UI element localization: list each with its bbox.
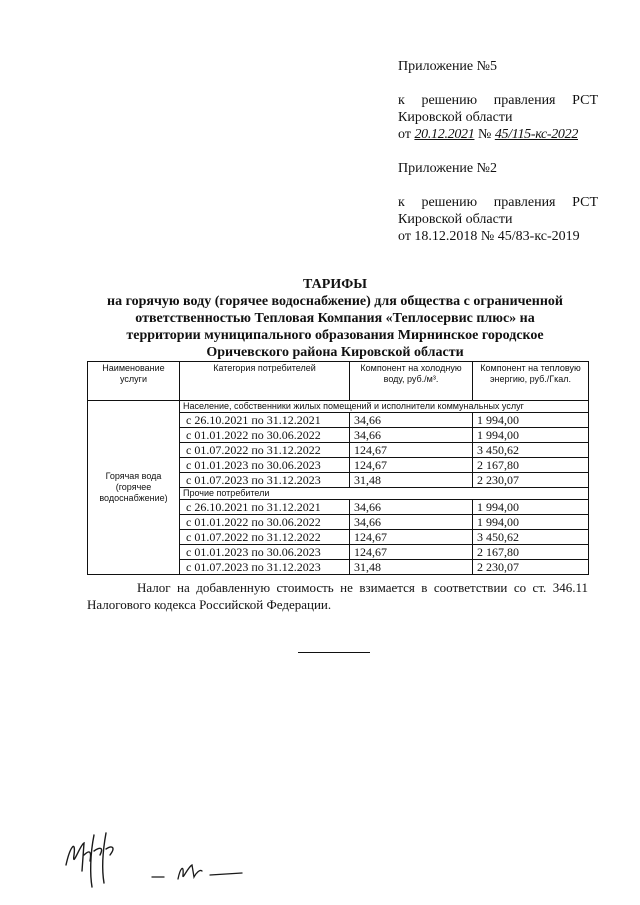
cold-value-cell: 34,66: [350, 413, 473, 428]
period-cell: с 01.07.2022 по 31.12.2022: [180, 443, 350, 458]
header-category: Категория потребителей: [180, 362, 350, 401]
period-cell: с 01.07.2023 по 31.12.2023: [180, 560, 350, 575]
period-cell: с 01.07.2023 по 31.12.2023: [180, 473, 350, 488]
appendix-5-date-prefix: от: [398, 127, 411, 142]
period-cell: с 01.07.2022 по 31.12.2022: [180, 530, 350, 545]
heading-line2: ответственностью Тепловая Компания «Теплосервис плюс» на: [135, 311, 535, 326]
heading-main: ТАРИФЫ: [303, 277, 367, 292]
appendix-5-line1: к решению правления РСТ: [398, 93, 598, 108]
cold-value-cell: 34,66: [350, 500, 473, 515]
group-label: Прочие потребители: [180, 488, 589, 500]
appendix-5-date-line: [398, 126, 598, 143]
appendix-5-number-sign: №: [477, 127, 492, 142]
heat-value-cell: 3 450,62: [473, 443, 589, 458]
period-cell: с 01.01.2022 по 30.06.2022: [180, 428, 350, 443]
table-header-row: [88, 362, 589, 401]
period-cell: с 01.01.2023 по 30.06.2023: [180, 545, 350, 560]
cold-value-cell: 34,66: [350, 515, 473, 530]
appendix-2-block: [398, 160, 598, 245]
appendix-5-block: [398, 58, 598, 143]
handwritten-number: 45/115-кс-2022: [494, 127, 579, 142]
heat-value-cell: 2 230,07: [473, 560, 589, 575]
cold-value-cell: 31,48: [350, 560, 473, 575]
appendix-2-line1: к решению правления РСТ: [398, 195, 598, 210]
heat-value-cell: 1 994,00: [473, 413, 589, 428]
period-cell: с 26.10.2021 по 31.12.2021: [180, 500, 350, 515]
handwritten-signature-2: [150, 855, 250, 885]
handwritten-signature-1: [60, 825, 130, 893]
heat-value-cell: 3 450,62: [473, 530, 589, 545]
tax-note-line1: Налог на добавленную стоимость не взимается в соответствии со ст. 346.11: [137, 580, 588, 595]
period-cell: с 26.10.2021 по 31.12.2021: [180, 413, 350, 428]
heat-value-cell: 2 230,07: [473, 473, 589, 488]
tariffs-table: [87, 361, 589, 575]
group-row: [88, 401, 589, 413]
heat-value-cell: 1 994,00: [473, 500, 589, 515]
appendix-2-line2: Кировской области: [398, 212, 513, 227]
cold-value-cell: 124,67: [350, 545, 473, 560]
heading-line3: территории муниципального образования Мирнинское городское: [126, 328, 544, 343]
heat-value-cell: 2 167,80: [473, 458, 589, 473]
appendix-2-line3: от 18.12.2018 № 45/83-кс-2019: [398, 229, 580, 244]
cold-value-cell: 124,67: [350, 530, 473, 545]
appendix-2-title: Приложение №2: [398, 161, 497, 176]
heat-value-cell: 1 994,00: [473, 428, 589, 443]
header-cold-component: Компонент на холодную воду, руб./м³.: [350, 362, 473, 401]
service-name: Горячая вода (горячее водоснабжение): [88, 401, 180, 575]
heat-value-cell: 2 167,80: [473, 545, 589, 560]
closing-rule: [298, 652, 370, 653]
tax-note: [87, 579, 588, 613]
handwritten-date: 20.12.2021: [414, 127, 475, 142]
group-label: Население, собственники жилых помещений и исполнители коммунальных услуг: [180, 401, 589, 413]
cold-value-cell: 31,48: [350, 473, 473, 488]
period-cell: с 01.01.2022 по 30.06.2022: [180, 515, 350, 530]
appendix-5-line2: Кировской области: [398, 110, 513, 125]
document-heading: [70, 276, 600, 361]
cold-value-cell: 34,66: [350, 428, 473, 443]
appendix-5-title: Приложение №5: [398, 59, 497, 74]
header-service: Наименование услуги: [88, 362, 180, 401]
heat-value-cell: 1 994,00: [473, 515, 589, 530]
header-heat-component: Компонент на тепловую энергию, руб./Гкал.: [473, 362, 589, 401]
tax-note-line2: Налогового кодекса Российской Федерации.: [87, 597, 332, 612]
heading-line4: Оричевского района Кировской области: [206, 345, 464, 360]
period-cell: с 01.01.2023 по 30.06.2023: [180, 458, 350, 473]
cold-value-cell: 124,67: [350, 443, 473, 458]
cold-value-cell: 124,67: [350, 458, 473, 473]
heading-line1: на горячую воду (горячее водоснабжение) для общества с ограниченной: [107, 294, 563, 309]
